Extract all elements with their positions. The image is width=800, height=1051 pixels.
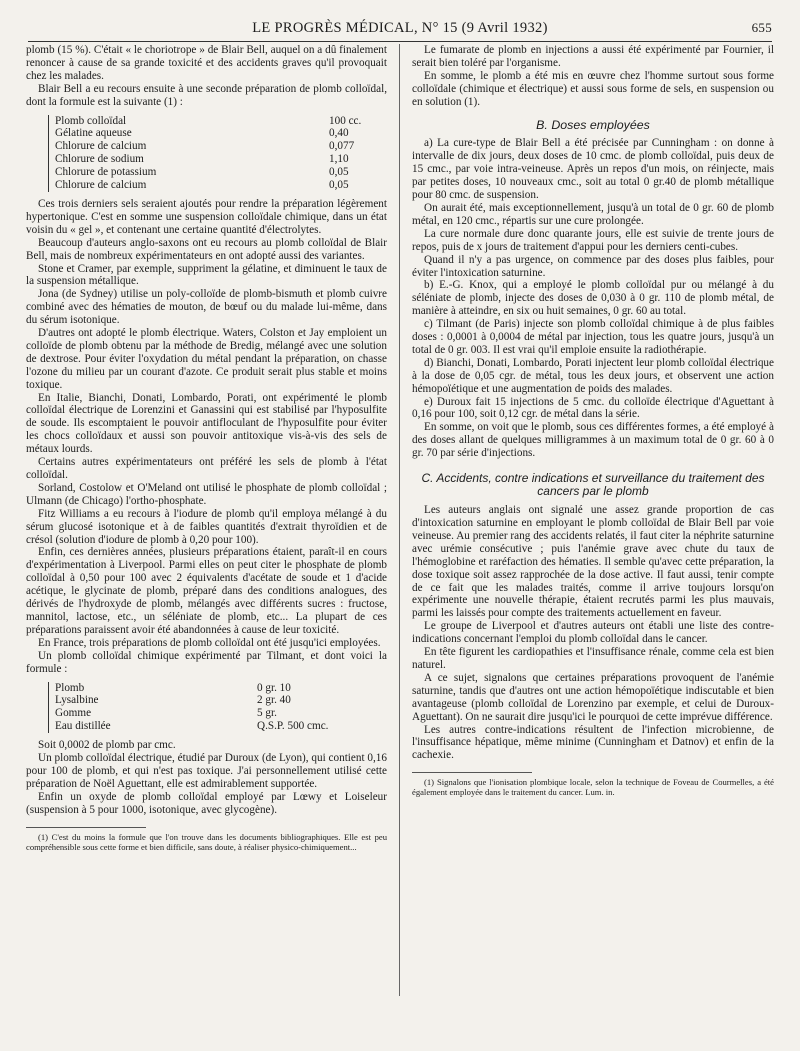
paragraph: Les autres contre-indications résultent de l'infection microbienne, de l'insuffisance hépatique, même minime (Cunningham et Datnov) et enfin de la cachexie.: [412, 723, 774, 762]
paragraph: Fitz Williams a eu recours à l'iodure de plomb qu'il employa mélangé à du sérum glucosé isotonique et à de faibles quantités d'extrait thyroïdien et de crésol (solution d'iodure de plomb à 0,20 pour 100).: [26, 507, 387, 546]
paragraph: Un plomb colloïdal chimique expérimenté par Tilmant, et dont voici la formule :: [26, 649, 387, 675]
ingredient: Chlorure de sodium: [55, 153, 144, 166]
quantity: Q.S.P. 500 cmc.: [257, 720, 329, 733]
ingredient: Gélatine aqueuse: [55, 127, 132, 140]
paragraph: Beaucoup d'auteurs anglo-saxons ont eu recours au plomb colloïdal de Blair Bell, mais de nombreux expérimentateurs en ont adopté aussi des variantes.: [26, 236, 387, 262]
paragraph: En Italie, Bianchi, Donati, Lombardo, Porati, ont expérimenté le plomb colloïdal électrique de Lorenzini et Ganassini qui est stabilisé par l'hyposulfite de soude. Ils escomptaient le pouvoir antifloculant de l'hyposulfite pour éviter les chocs colloïdaux et aussi son pouvoir antitoxique vis-à-vis des sels de métaux lourds.: [26, 391, 387, 456]
journal-title: LE PROGRÈS MÉDICAL, N° 15 (9 Avril 1932): [252, 20, 548, 36]
formula-row: [55, 179, 387, 192]
quantity: 2 gr. 40: [257, 694, 291, 707]
paragraph: Blair Bell a eu recours ensuite à une seconde préparation de plomb colloïdal, dont la formule est la suivante (1) :: [26, 82, 387, 108]
column-divider: [399, 44, 400, 996]
footnote: (1) Signalons que l'ionisation plombique locale, selon la technique de Foveau de Courmelles, a été également employée dans le traitement du cancer. Lum. in.: [412, 777, 774, 798]
formula-row: [55, 720, 387, 733]
quantity: 0,077: [329, 140, 355, 153]
right-column: [412, 44, 774, 797]
formula-row: [55, 153, 387, 166]
paragraph: En tête figurent les cardiopathies et l'insuffisance rénale, comme cela est bien naturel.: [412, 646, 774, 671]
formula-row: [55, 115, 387, 128]
ingredient: Lysalbine: [55, 694, 99, 707]
page-number: 655: [751, 20, 772, 35]
paragraph: La cure normale dure donc quarante jours, elle est suivie de trente jours de repos, puis de x jours de traitement d'appui pour les derniers centi-cubes.: [412, 227, 774, 253]
paragraph: Enfin un oxyde de plomb colloïdal employé par Lœwy et Loiseleur (suspension à 5 pour 1000, isotonique, avec glycogène).: [26, 790, 387, 816]
footnote-rule: [412, 772, 532, 773]
paragraph: En France, trois préparations de plomb colloïdal ont été jusqu'ici employées.: [38, 636, 381, 649]
ingredient: Chlorure de calcium: [55, 179, 147, 192]
quantity: 0,05: [329, 179, 349, 192]
paragraph: Un plomb colloïdal électrique, étudié par Duroux (de Lyon), qui contient 0,16 pour 100 de plomb, et qui n'est pas toxique. J'ai personnellement utilisé cette préparation de Noël Aguettant, elle est admirablement supportée.: [26, 752, 387, 790]
paragraph: Quand il n'y a pas urgence, on commence par des doses plus faibles, pour éviter l'intoxication saturnine.: [412, 253, 774, 279]
paragraph: Le fumarate de plomb en injections a aussi été expérimenté par Fournier, il serait bien toléré par l'organisme.: [412, 44, 774, 69]
running-header: [28, 20, 772, 38]
formula-row: [55, 166, 387, 179]
quantity: 100 cc.: [329, 114, 362, 127]
paragraph: Enfin, ces dernières années, plusieurs préparations étaient, paraît-il en cours d'expérimentation à Liverpool. Parmi elles on peut citer le phosphate de plomb colloïdal à 0,50 pour 100 avec 2 équivalents d'acétate de soude et 1 d'acide acétique, le glycinate de plomb, préparé dans des conditions analogues, des dérivés de l'hydroxyde de plomb, mélangés avec différents sucres : fructose, mannitol, lactose, etc., un séléniate de plomb, etc... La plupart de ces préparations paraissent avoir été abandonnées à cause de leur toxicité.: [26, 546, 387, 636]
paragraph: plomb (15 %). C'était « le choriotrope » de Blair Bell, auquel on a dû finalement renoncer à cause de sa grande toxicité et des accidents graves qu'il provoquait chez les malades.: [26, 44, 387, 82]
formula-blair-bell: [48, 115, 387, 192]
ingredient: Plomb: [55, 681, 85, 694]
paragraph: On aurait été, mais exceptionnellement, jusqu'à un total de 0 gr. 60 de plomb métal, en 120 cmc., répartis sur une cure prolongée.: [412, 201, 774, 227]
quantity: 1,10: [329, 153, 349, 166]
paragraph: d) Bianchi, Donati, Lombardo, Porati injectent leur plomb colloïdal électrique à la dose de 0,05 cgr. de métal, tous les deux jours, et observent une action hémopoïétique et une augmentation de poids des malades.: [412, 356, 774, 395]
formula-row: [55, 707, 387, 720]
paragraph: Sorland, Costolow et O'Meland ont utilisé le phosphate de plomb colloïdal ; Ulmann (de Chicago) l'ortho-phosphate.: [26, 481, 387, 507]
formula-tilmant: [48, 682, 387, 734]
quantity: 0,05: [329, 166, 349, 179]
formula-row: [55, 682, 387, 695]
formula-row: [55, 140, 387, 153]
quantity: 0,40: [329, 127, 349, 140]
paragraph: b) E.-G. Knox, qui a employé le plomb colloïdal pur ou mélangé à du séléniate de plomb, injecte des doses de 0,030 à 0 gr. 110 de plomb métal, de manière à atteindre, en six ou huit semaines, 0 gr. 60 au total.: [412, 279, 774, 318]
ingredient: Chlorure de calcium: [55, 140, 147, 153]
footnote-rule: [26, 827, 146, 828]
footnote: (1) C'est du moins la formule que l'on trouve dans les documents bibliographiques. Elle est peu compréhensible sous cette forme et bien difficile, sans doute, à réaliser physico-chimiquement...: [26, 831, 387, 852]
section-heading: B. Doses employées: [536, 117, 650, 132]
paragraph: Stone et Cramer, par exemple, suppriment la gélatine, et diminuent le taux de la suspension métallique.: [26, 262, 387, 288]
paragraph: Ces trois derniers sels seraient ajoutés pour rendre la préparation légèrement hypertonique. C'est en somme une suspension colloïdale chimique, dans un état voisin du « gel », et contenant une certaine quantité d'électrolytes.: [26, 197, 387, 236]
paragraph: a) La cure-type de Blair Bell a été précisée par Cunningham : on donne à intervalle de dix jours, deux doses de 10 cmc. de plomb colloïdal, puis deux de 15 cmc., par voie intra-veineuse. Après un repos d'un mois, on réinjecte, mais par petites doses, 10 nouveaux cmc., soit au total 0 gr.40 de plomb métallique pour 80 cmc. de suspension.: [412, 137, 774, 202]
paragraph: D'autres ont adopté le plomb électrique. Waters, Colston et Jay emploient un colloïde de plomb obtenu par la méthode de Bredig, mélangé avec une solution de dextrose. Pour éviter l'oxydation du métal pendant la préparation, on chasse l'ozone du milieu par un courant d'azote. Ce produit serait plus stable et moins toxique.: [26, 327, 387, 391]
formula-row: [55, 694, 387, 707]
paragraph: En somme, le plomb a été mis en œuvre chez l'homme surtout sous forme colloïdale (chimique et électrique) et aussi sous forme de sels, en suspension ou en solution (1).: [412, 69, 774, 108]
paragraph: e) Duroux fait 15 injections de 5 cmc. du colloïde électrique d'Aguettant à 0,16 pour 100, soit 0,12 cgr. de métal dans la série.: [412, 395, 774, 421]
paragraph: Soit 0,0002 de plomb par cmc.: [38, 739, 176, 752]
quantity: 5 gr.: [257, 707, 277, 720]
paragraph: c) Tilmant (de Paris) injecte son plomb colloïdal chimique à de plus faibles doses : 0,0001 à 0,0004 de métal par injection, tous les quatre jours, jusqu'à un total de 0 gr. 003. Il est vrai qu'il emploie ensuite la radiothérapie.: [412, 318, 774, 356]
formula-row: [55, 127, 387, 140]
paragraph: Le groupe de Liverpool et d'autres auteurs ont établi une liste des contre-indications concernant l'emploi du plomb colloïdal dans le cancer.: [412, 620, 774, 646]
ingredient: Gomme: [55, 707, 92, 720]
paragraph: En somme, on voit que le plomb, sous ces différentes formes, a été employé à des doses allant de quelques milligrammes à un maximum total de 0 gr. 60 à 0 gr. 70 par série d'injections.: [412, 421, 774, 460]
paragraph: Les auteurs anglais ont signalé une assez grande proportion de cas d'intoxication saturnine en employant le plomb colloïdal de Blair Bell par voie veineuse. Au premier rang des accidents relatés, il faut citer la néphrite saturnine avec urémie consécutive ; puis l'anémie grave avec chute du taux de l'hémoglobine et raréfaction des hématies. Il semble qu'avec cette préparation, la dose toxique soit assez rapprochée de la dose active. Il faut aussi, tenir compte de ce fait que les malades traités, comme il arrive toujours lorsqu'on expérimente une nouvelle thérapie, étaient recrutés parmi les plus mauvais, parmi les laissés pour compte des traitements actuellement en faveur.: [412, 504, 774, 620]
ingredient: Chlorure de potassium: [55, 166, 157, 179]
section-heading: C. Accidents, contre indications et surveillance du traitement des cancers par le plomb: [421, 471, 765, 499]
ingredient: Eau distillée: [55, 720, 111, 733]
ingredient: Plomb colloïdal: [55, 114, 127, 127]
paragraph: Certains autres expérimentateurs ont préféré les sels de plomb à l'état colloïdal.: [26, 456, 387, 481]
quantity: 0 gr. 10: [257, 681, 291, 694]
left-column: [26, 44, 387, 852]
paragraph: Jona (de Sydney) utilise un poly-colloïde de plomb-bismuth et plomb cuivre combiné avec des hématies de mouton, de bœuf ou du malade lui-même, dans du sérum isotonique.: [26, 288, 387, 327]
header-rule: [28, 41, 772, 42]
paragraph: A ce sujet, signalons que certaines préparations provoquent de l'anémie saturnine, tandis que d'autres ont une action hémopoïétique indiscutable et bien avantageuse (plomb colloïdal de Lorenzino par exemple, et celui de Duroux-Aguettant). On ne saurait dire jusqu'ici le pourquoi de cette imprévue différence.: [412, 671, 774, 723]
